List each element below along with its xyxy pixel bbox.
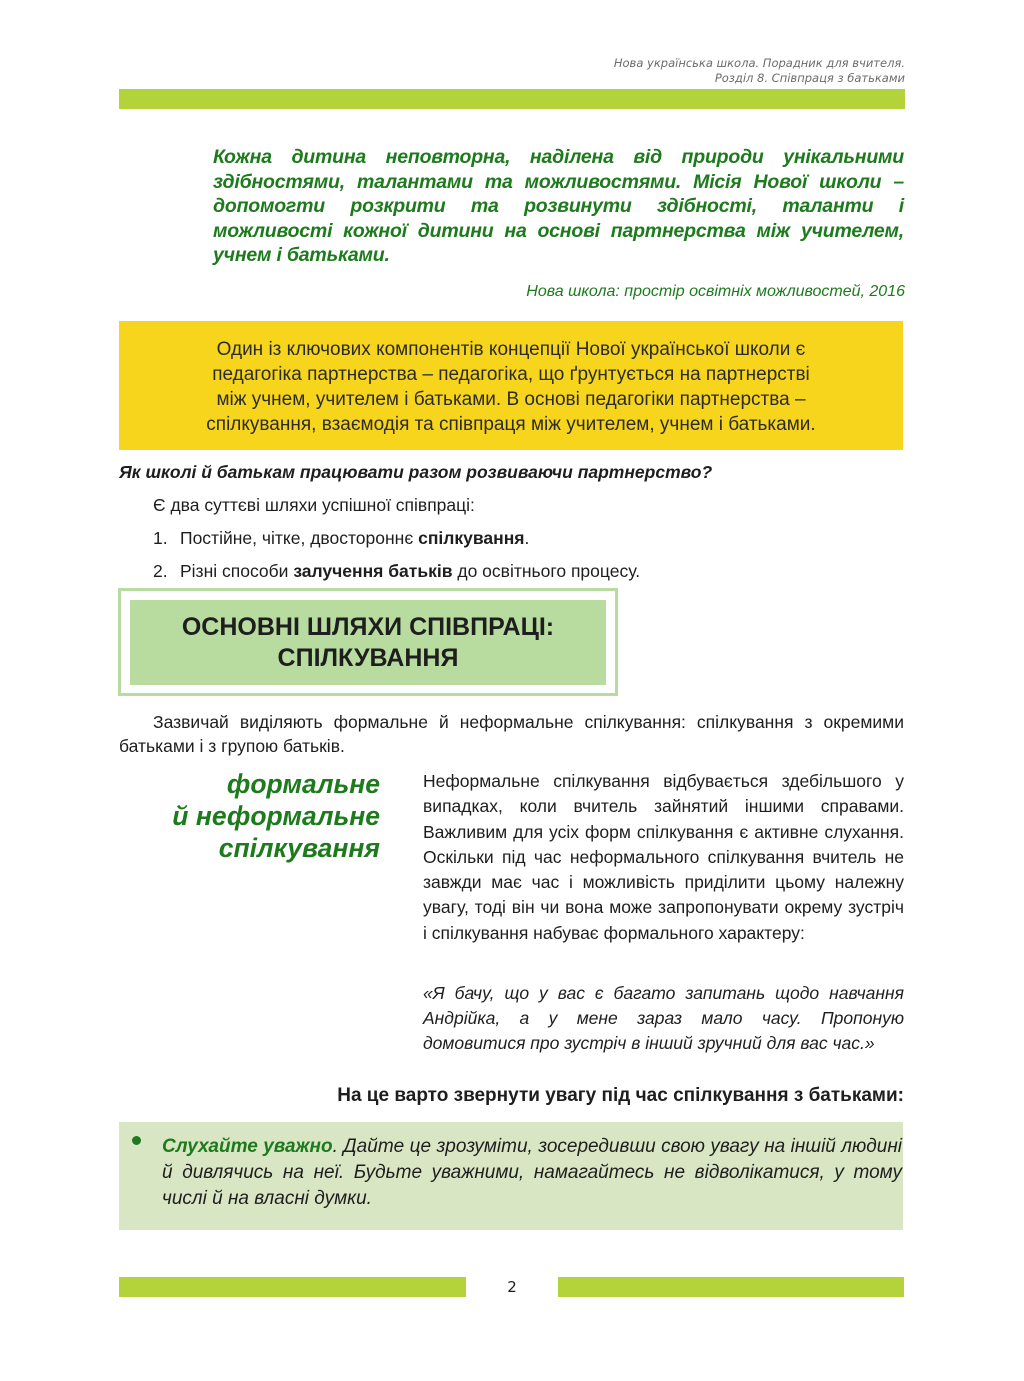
list-bold: спілкування <box>418 528 525 548</box>
side-heading-line-2: й неформальне <box>172 801 380 831</box>
list-text: Постійне, чітке, двостороннє <box>180 528 419 548</box>
list-bold: залучення батьків <box>293 561 453 581</box>
header-band <box>119 89 905 109</box>
side-heading-line-1: формальне <box>226 769 380 799</box>
page-number: 2 <box>507 1278 517 1296</box>
body-paragraph: Зазвичай виділяють формальне й неформальне спілкування: спілкування з окремими батьками і з групою батьків. <box>119 712 904 756</box>
side-heading-line-3: спілкування <box>218 833 380 863</box>
side-heading <box>80 768 380 864</box>
running-title-line-2: Розділ 8. Співпраця з батьками <box>714 71 905 85</box>
list-number: 1. <box>153 528 168 548</box>
list-item <box>153 526 529 550</box>
question-heading: Як школі й батькам працювати разом розвиваючи партнерство? <box>119 462 713 482</box>
section-heading-line-2: СПІЛКУВАННЯ <box>277 643 459 672</box>
highlight-line: педагогіка партнерства – педагогіка, що ґрунтується на партнерстві <box>212 364 810 385</box>
column-text: Неформальне спілкування відбувається здебільшого у випадках, коли вчитель зайнятий іншими справами. Важливим для усіх форм спілкування є активне слухання. Оскільки під час неформального спілкування вчитель не завжди має час і можливість приділити цьому належну увагу, тоді він чи вона може запропонувати окрему зустріч і спілкування набуває формального характеру: <box>423 771 904 943</box>
bullet-icon <box>132 1136 141 1145</box>
highlight-line: між учнем, учителем і батьками. В основі педагогіки партнерства – <box>216 389 806 410</box>
highlight-line: Один із ключових компонентів концепції Нової української школи є <box>216 339 806 360</box>
list-item <box>153 559 640 583</box>
list-number: 2. <box>153 561 168 581</box>
footer-band-right <box>558 1277 904 1297</box>
running-title-line-1: Нова українська школа. Порадник для вчителя. <box>613 56 905 70</box>
list-text-end: . <box>524 528 530 548</box>
column-quote: «Я бачу, що у вас є багато запитань щодо навчання Андрійка, а у мене зараз мало часу. Пропоную домовитися про зустріч в інший зручний для вас час.» <box>423 983 904 1053</box>
section-heading-box <box>118 588 618 696</box>
tip-body: . Дайте це зрозуміти, зосередивши свою увагу на іншій людині й дивлячись на неї. Будьте уважними, намагайтесь не відволікатися, у тому числі й на власні думки. <box>162 1136 903 1209</box>
list-text-end: до освітнього процесу. <box>452 561 641 581</box>
footer-band-left <box>119 1277 466 1297</box>
running-header <box>614 56 905 86</box>
epigraph-source: Нова школа: простір освітніх можливостей, 2016 <box>526 283 905 300</box>
tip-lead: Слухайте уважно <box>162 1136 333 1157</box>
tip-item <box>162 1134 902 1212</box>
epigraph-quote: Кожна дитина неповторна, наділена від природи унікальними здібностями, талантами та можливостями. Місія Нової школи – допомогти розкрити та розвинути здібності, таланти і можливості кожної дитини на основі партнерства між учителем, учнем і батьками. <box>213 146 904 266</box>
highlight-line: спілкування, взаємодія та співпраця між учителем, учнем і батьками. <box>206 414 816 435</box>
intro-text: Є два суттєві шляхи успішної співпраці: <box>153 495 475 515</box>
section-heading <box>130 600 606 685</box>
list-text: Різні способи <box>180 561 294 581</box>
attention-heading: На це варто звернути увагу під час спілкування з батьками: <box>337 1085 904 1106</box>
highlight-box <box>119 321 903 450</box>
section-heading-line-1: ОСНОВНІ ШЛЯХИ СПІВПРАЦІ: <box>181 612 555 641</box>
tip-box <box>119 1122 903 1230</box>
